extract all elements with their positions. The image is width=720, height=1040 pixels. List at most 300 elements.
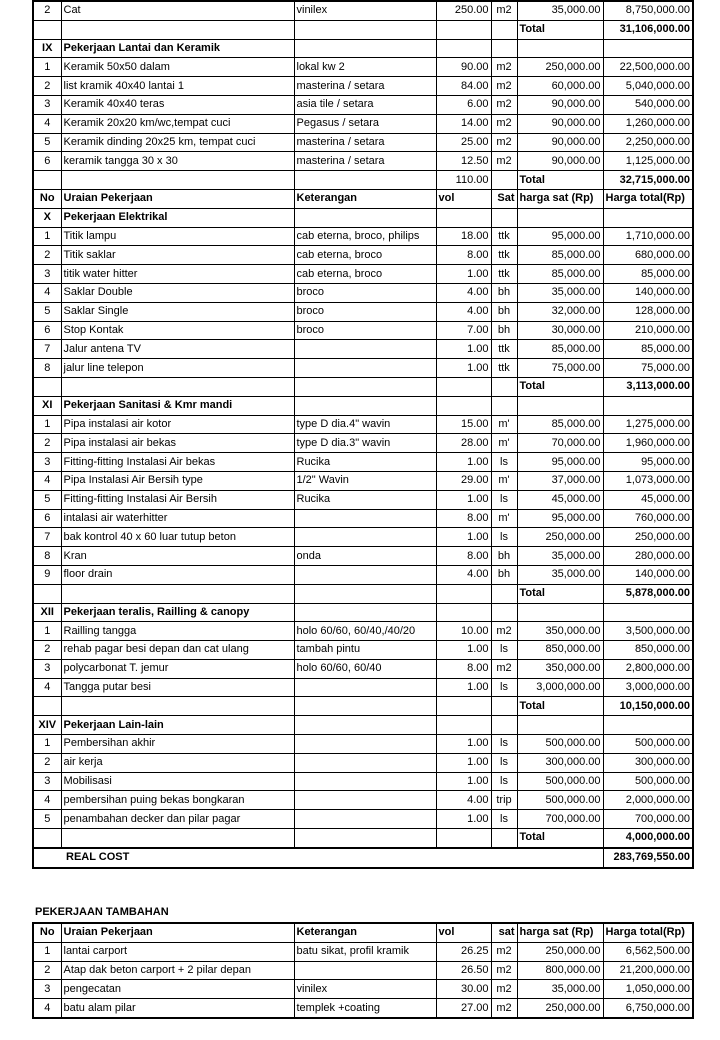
total-volume bbox=[436, 697, 491, 716]
row-number: 4 bbox=[33, 791, 61, 810]
remarks: masterina / setara bbox=[294, 77, 436, 96]
empty-cell bbox=[33, 584, 61, 603]
unit-price: 500,000.00 bbox=[517, 735, 603, 754]
total-row bbox=[33, 584, 693, 603]
total-value: 4,000,000.00 bbox=[603, 829, 693, 848]
work-description: floor drain bbox=[61, 565, 294, 584]
total-value: 3,113,000.00 bbox=[603, 377, 693, 396]
row-number: 1 bbox=[33, 58, 61, 77]
volume: 4.00 bbox=[436, 302, 491, 321]
unit: ls bbox=[491, 490, 517, 509]
section-title: Pekerjaan Lantai dan Keramik bbox=[61, 39, 294, 58]
unit: ttk bbox=[491, 265, 517, 284]
volume: 8.00 bbox=[436, 509, 491, 528]
table-row bbox=[33, 471, 693, 490]
total-price: 3,500,000.00 bbox=[603, 622, 693, 641]
empty-cell bbox=[436, 603, 491, 622]
unit-price: 250,000.00 bbox=[517, 942, 603, 961]
total-row bbox=[33, 697, 693, 716]
row-number: 2 bbox=[33, 434, 61, 453]
total-price: 3,000,000.00 bbox=[603, 678, 693, 697]
remarks bbox=[294, 735, 436, 754]
remarks: vinilex bbox=[294, 980, 436, 999]
total-label: Total bbox=[517, 20, 603, 39]
unit: ls bbox=[491, 810, 517, 829]
volume: 8.00 bbox=[436, 547, 491, 566]
remarks: templek +coating bbox=[294, 999, 436, 1018]
work-description: jalur line telepon bbox=[61, 359, 294, 378]
table-row bbox=[33, 77, 693, 96]
total-price: 75,000.00 bbox=[603, 359, 693, 378]
volume: 27.00 bbox=[436, 999, 491, 1018]
unit-price: 85,000.00 bbox=[517, 246, 603, 265]
section-row bbox=[33, 603, 693, 622]
section-title: Pekerjaan Sanitasi & Kmr mandi bbox=[61, 396, 294, 415]
table-row bbox=[33, 302, 693, 321]
total-row bbox=[33, 20, 693, 39]
remarks: Pegasus / setara bbox=[294, 114, 436, 133]
volume: 26.50 bbox=[436, 961, 491, 980]
work-description: lantai carport bbox=[61, 942, 294, 961]
unit: ls bbox=[491, 753, 517, 772]
unit: trip bbox=[491, 791, 517, 810]
remarks bbox=[294, 359, 436, 378]
empty-cell bbox=[61, 171, 294, 190]
row-number: 1 bbox=[33, 622, 61, 641]
remarks bbox=[294, 340, 436, 359]
remarks bbox=[294, 772, 436, 791]
total-price: 760,000.00 bbox=[603, 509, 693, 528]
total-price: 2,800,000.00 bbox=[603, 659, 693, 678]
section-number: IX bbox=[33, 39, 61, 58]
work-description: list kramik 40x40 lantai 1 bbox=[61, 77, 294, 96]
remarks: broco bbox=[294, 283, 436, 302]
empty-cell bbox=[517, 39, 603, 58]
total-price: 210,000.00 bbox=[603, 321, 693, 340]
total-price: 140,000.00 bbox=[603, 565, 693, 584]
table-row bbox=[33, 942, 693, 961]
table-row bbox=[33, 490, 693, 509]
work-description: Pipa instalasi air bekas bbox=[61, 434, 294, 453]
table-row bbox=[33, 227, 693, 246]
unit: m2 bbox=[491, 133, 517, 152]
work-description: intalasi air waterhitter bbox=[61, 509, 294, 528]
unit-price: 75,000.00 bbox=[517, 359, 603, 378]
volume: 1.00 bbox=[436, 490, 491, 509]
empty-cell bbox=[294, 829, 436, 848]
unit-price: 95,000.00 bbox=[517, 227, 603, 246]
empty-cell bbox=[517, 396, 603, 415]
section-row bbox=[33, 396, 693, 415]
remarks: Rucika bbox=[294, 490, 436, 509]
unit-price: 30,000.00 bbox=[517, 321, 603, 340]
unit-price: 70,000.00 bbox=[517, 434, 603, 453]
empty-cell bbox=[436, 716, 491, 735]
unit-price: 90,000.00 bbox=[517, 95, 603, 114]
remarks bbox=[294, 678, 436, 697]
unit-price: 850,000.00 bbox=[517, 641, 603, 660]
volume: 18.00 bbox=[436, 227, 491, 246]
total-price: 850,000.00 bbox=[603, 641, 693, 660]
table-row bbox=[33, 547, 693, 566]
volume: 30.00 bbox=[436, 980, 491, 999]
remarks: vinilex bbox=[294, 1, 436, 20]
work-description: Pipa Instalasi Air Bersih type bbox=[61, 471, 294, 490]
empty-cell bbox=[491, 697, 517, 716]
table-row bbox=[33, 622, 693, 641]
unit-price: 350,000.00 bbox=[517, 622, 603, 641]
unit-price: 95,000.00 bbox=[517, 453, 603, 472]
unit: bh bbox=[491, 321, 517, 340]
remarks: type D dia.3" wavin bbox=[294, 434, 436, 453]
total-price: Harga total(Rp) bbox=[603, 923, 693, 942]
volume: 4.00 bbox=[436, 791, 491, 810]
volume: 1.00 bbox=[436, 772, 491, 791]
table-row bbox=[33, 509, 693, 528]
total-value: 5,878,000.00 bbox=[603, 584, 693, 603]
empty-cell bbox=[491, 829, 517, 848]
work-description: Tangga putar besi bbox=[61, 678, 294, 697]
row-number: 7 bbox=[33, 528, 61, 547]
total-price: 540,000.00 bbox=[603, 95, 693, 114]
empty-cell bbox=[33, 20, 61, 39]
header-row bbox=[33, 923, 693, 942]
table-row bbox=[33, 678, 693, 697]
unit: m2 bbox=[491, 980, 517, 999]
table-row bbox=[33, 999, 693, 1018]
row-number: 4 bbox=[33, 999, 61, 1018]
unit: ttk bbox=[491, 359, 517, 378]
unit-price: 35,000.00 bbox=[517, 565, 603, 584]
volume: 10.00 bbox=[436, 622, 491, 641]
unit-price: 85,000.00 bbox=[517, 415, 603, 434]
volume: vol bbox=[436, 189, 491, 208]
table-row bbox=[33, 95, 693, 114]
work-description: Jalur antena TV bbox=[61, 340, 294, 359]
total-price: 1,275,000.00 bbox=[603, 415, 693, 434]
row-number: 3 bbox=[33, 980, 61, 999]
volume: 1.00 bbox=[436, 810, 491, 829]
unit: ls bbox=[491, 528, 517, 547]
empty-cell bbox=[61, 829, 294, 848]
row-number: 3 bbox=[33, 659, 61, 678]
remarks: holo 60/60, 60/40,/40/20 bbox=[294, 622, 436, 641]
unit-price: 350,000.00 bbox=[517, 659, 603, 678]
volume: 8.00 bbox=[436, 659, 491, 678]
table-row bbox=[33, 772, 693, 791]
empty-cell bbox=[294, 39, 436, 58]
unit: m2 bbox=[491, 999, 517, 1018]
unit: m' bbox=[491, 509, 517, 528]
remarks: onda bbox=[294, 547, 436, 566]
unit: bh bbox=[491, 547, 517, 566]
total-value: 32,715,000.00 bbox=[603, 171, 693, 190]
empty-cell bbox=[33, 829, 61, 848]
total-price: 2,250,000.00 bbox=[603, 133, 693, 152]
work-description: rehab pagar besi depan dan cat ulang bbox=[61, 641, 294, 660]
row-number: 3 bbox=[33, 265, 61, 284]
work-description: Titik lampu bbox=[61, 227, 294, 246]
empty-cell bbox=[294, 697, 436, 716]
volume: 6.00 bbox=[436, 95, 491, 114]
unit: m' bbox=[491, 415, 517, 434]
unit-price: 250,000.00 bbox=[517, 528, 603, 547]
section-row bbox=[33, 208, 693, 227]
work-description: Titik saklar bbox=[61, 246, 294, 265]
remarks bbox=[294, 565, 436, 584]
unit: ttk bbox=[491, 340, 517, 359]
table-row bbox=[33, 453, 693, 472]
table-row bbox=[33, 152, 693, 171]
table-row bbox=[33, 133, 693, 152]
unit: m2 bbox=[491, 961, 517, 980]
total-price: 6,562,500.00 bbox=[603, 942, 693, 961]
work-description: pengecatan bbox=[61, 980, 294, 999]
total-price: 680,000.00 bbox=[603, 246, 693, 265]
volume: 1.00 bbox=[436, 678, 491, 697]
row-number: 4 bbox=[33, 678, 61, 697]
total-label: Total bbox=[517, 697, 603, 716]
unit: m2 bbox=[491, 1, 517, 20]
row-number: 5 bbox=[33, 302, 61, 321]
table-row bbox=[33, 980, 693, 999]
remarks: cab eterna, broco bbox=[294, 265, 436, 284]
remarks: tambah pintu bbox=[294, 641, 436, 660]
empty-cell bbox=[61, 20, 294, 39]
volume: 4.00 bbox=[436, 565, 491, 584]
remarks bbox=[294, 509, 436, 528]
row-number: 8 bbox=[33, 547, 61, 566]
total-volume: 110.00 bbox=[436, 171, 491, 190]
unit-price: 90,000.00 bbox=[517, 152, 603, 171]
remarks: lokal kw 2 bbox=[294, 58, 436, 77]
table-row bbox=[33, 791, 693, 810]
volume: 29.00 bbox=[436, 471, 491, 490]
empty-cell bbox=[294, 171, 436, 190]
empty-cell bbox=[294, 584, 436, 603]
row-number: 6 bbox=[33, 152, 61, 171]
cost-table bbox=[32, 0, 694, 869]
unit-price: harga sat (Rp) bbox=[517, 923, 603, 942]
total-price: 1,050,000.00 bbox=[603, 980, 693, 999]
row-number: 2 bbox=[33, 641, 61, 660]
work-description: Mobilisasi bbox=[61, 772, 294, 791]
empty-cell bbox=[33, 377, 61, 396]
total-price: 45,000.00 bbox=[603, 490, 693, 509]
work-description: polycarbonat T. jemur bbox=[61, 659, 294, 678]
empty-cell bbox=[33, 171, 61, 190]
row-number: No bbox=[33, 923, 61, 942]
empty-cell bbox=[294, 396, 436, 415]
total-volume bbox=[436, 584, 491, 603]
work-description: Pipa instalasi air kotor bbox=[61, 415, 294, 434]
row-number: 2 bbox=[33, 753, 61, 772]
work-description: bak kontrol 40 x 60 luar tutup beton bbox=[61, 528, 294, 547]
row-number: 6 bbox=[33, 321, 61, 340]
unit: bh bbox=[491, 283, 517, 302]
work-description: Keramik dinding 20x25 km, tempat cuci bbox=[61, 133, 294, 152]
empty-cell bbox=[491, 377, 517, 396]
unit-price: 45,000.00 bbox=[517, 490, 603, 509]
unit-price: 500,000.00 bbox=[517, 772, 603, 791]
total-price: 128,000.00 bbox=[603, 302, 693, 321]
empty-cell bbox=[517, 716, 603, 735]
remarks: masterina / setara bbox=[294, 152, 436, 171]
empty-cell bbox=[603, 39, 693, 58]
empty-cell bbox=[436, 208, 491, 227]
total-price: 250,000.00 bbox=[603, 528, 693, 547]
work-description: Stop Kontak bbox=[61, 321, 294, 340]
total-price: 85,000.00 bbox=[603, 265, 693, 284]
unit: m2 bbox=[491, 659, 517, 678]
unit: ls bbox=[491, 735, 517, 754]
additional-work-table bbox=[32, 922, 694, 1019]
unit: ttk bbox=[491, 227, 517, 246]
unit-price: 800,000.00 bbox=[517, 961, 603, 980]
empty-cell bbox=[294, 377, 436, 396]
total-price: 1,710,000.00 bbox=[603, 227, 693, 246]
unit: ls bbox=[491, 453, 517, 472]
empty-cell bbox=[294, 208, 436, 227]
section-title: Pekerjaan Lain-lain bbox=[61, 716, 294, 735]
table-row bbox=[33, 359, 693, 378]
work-description: Railling tangga bbox=[61, 622, 294, 641]
volume: 28.00 bbox=[436, 434, 491, 453]
section-row bbox=[33, 716, 693, 735]
unit-price: 60,000.00 bbox=[517, 77, 603, 96]
table-row bbox=[33, 415, 693, 434]
total-price: 6,750,000.00 bbox=[603, 999, 693, 1018]
row-number: 4 bbox=[33, 471, 61, 490]
unit: m2 bbox=[491, 622, 517, 641]
remarks bbox=[294, 810, 436, 829]
empty-cell bbox=[517, 208, 603, 227]
row-number: 3 bbox=[33, 453, 61, 472]
total-label: Total bbox=[517, 584, 603, 603]
unit-price: 37,000.00 bbox=[517, 471, 603, 490]
total-price: 1,260,000.00 bbox=[603, 114, 693, 133]
header-row bbox=[33, 189, 693, 208]
work-description: titik water hitter bbox=[61, 265, 294, 284]
volume: 7.00 bbox=[436, 321, 491, 340]
total-price: 1,125,000.00 bbox=[603, 152, 693, 171]
section-row bbox=[33, 39, 693, 58]
unit: m2 bbox=[491, 77, 517, 96]
volume: 14.00 bbox=[436, 114, 491, 133]
total-price: 140,000.00 bbox=[603, 283, 693, 302]
unit-price: 250,000.00 bbox=[517, 58, 603, 77]
table-row bbox=[33, 283, 693, 302]
empty-cell bbox=[61, 377, 294, 396]
unit: m' bbox=[491, 471, 517, 490]
total-price: 8,750,000.00 bbox=[603, 1, 693, 20]
remarks: 1/2" Wavin bbox=[294, 471, 436, 490]
unit-price: 85,000.00 bbox=[517, 265, 603, 284]
empty-cell bbox=[517, 603, 603, 622]
volume: 8.00 bbox=[436, 246, 491, 265]
section-number: XIV bbox=[33, 716, 61, 735]
empty-cell bbox=[491, 208, 517, 227]
total-price: 5,040,000.00 bbox=[603, 77, 693, 96]
volume: 90.00 bbox=[436, 58, 491, 77]
real-cost-value: 283,769,550.00 bbox=[603, 848, 693, 868]
row-number: 4 bbox=[33, 114, 61, 133]
total-price: 300,000.00 bbox=[603, 753, 693, 772]
work-description: batu alam pilar bbox=[61, 999, 294, 1018]
row-number: 2 bbox=[33, 77, 61, 96]
unit: m' bbox=[491, 434, 517, 453]
total-price: 700,000.00 bbox=[603, 810, 693, 829]
empty-cell bbox=[436, 396, 491, 415]
section-title: Pekerjaan teralis, Railling & canopy bbox=[61, 603, 294, 622]
empty-cell bbox=[33, 697, 61, 716]
row-number: 8 bbox=[33, 359, 61, 378]
row-number: 2 bbox=[33, 961, 61, 980]
work-description: Saklar Double bbox=[61, 283, 294, 302]
row-number: 3 bbox=[33, 772, 61, 791]
empty-cell bbox=[603, 396, 693, 415]
remarks: holo 60/60, 60/40 bbox=[294, 659, 436, 678]
volume: vol bbox=[436, 923, 491, 942]
row-number: 4 bbox=[33, 283, 61, 302]
row-number: 2 bbox=[33, 1, 61, 20]
empty-cell bbox=[491, 603, 517, 622]
row-number: 5 bbox=[33, 133, 61, 152]
total-price: 1,960,000.00 bbox=[603, 434, 693, 453]
total-row bbox=[33, 829, 693, 848]
table-row bbox=[33, 434, 693, 453]
work-description: pembersihan puing bekas bongkaran bbox=[61, 791, 294, 810]
table-row bbox=[33, 58, 693, 77]
table-row bbox=[33, 340, 693, 359]
volume: 25.00 bbox=[436, 133, 491, 152]
unit: m2 bbox=[491, 58, 517, 77]
unit: bh bbox=[491, 565, 517, 584]
table-row bbox=[33, 565, 693, 584]
work-description: Keramik 50x50 dalam bbox=[61, 58, 294, 77]
work-description: Pembersihan akhir bbox=[61, 735, 294, 754]
remarks: asia tile / setara bbox=[294, 95, 436, 114]
total-price: 1,073,000.00 bbox=[603, 471, 693, 490]
total-price: Harga total(Rp) bbox=[603, 189, 693, 208]
row-number: 3 bbox=[33, 95, 61, 114]
unit-price: 500,000.00 bbox=[517, 791, 603, 810]
empty-cell bbox=[294, 716, 436, 735]
total-label: Total bbox=[517, 829, 603, 848]
unit-price: 95,000.00 bbox=[517, 509, 603, 528]
remarks: Keterangan bbox=[294, 189, 436, 208]
unit: bh bbox=[491, 302, 517, 321]
remarks bbox=[294, 791, 436, 810]
unit-price: 300,000.00 bbox=[517, 753, 603, 772]
volume: 12.50 bbox=[436, 152, 491, 171]
empty-cell bbox=[491, 20, 517, 39]
remarks: masterina / setara bbox=[294, 133, 436, 152]
row-number: 2 bbox=[33, 246, 61, 265]
row-number: 5 bbox=[33, 490, 61, 509]
total-price: 22,500,000.00 bbox=[603, 58, 693, 77]
empty-cell bbox=[436, 39, 491, 58]
total-price: 21,200,000.00 bbox=[603, 961, 693, 980]
work-description: Kran bbox=[61, 547, 294, 566]
real-cost-row bbox=[33, 848, 693, 868]
unit-price: 700,000.00 bbox=[517, 810, 603, 829]
total-price: 95,000.00 bbox=[603, 453, 693, 472]
unit-price: 35,000.00 bbox=[517, 283, 603, 302]
row-number: 1 bbox=[33, 415, 61, 434]
section-number: X bbox=[33, 208, 61, 227]
real-cost-label: REAL COST bbox=[33, 848, 603, 868]
